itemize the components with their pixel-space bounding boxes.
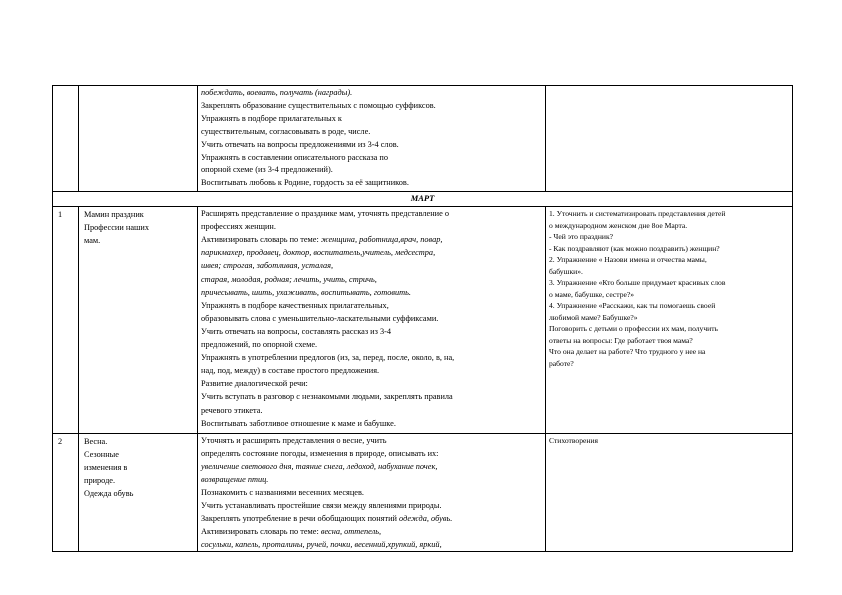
games-line: - Чей это праздник? <box>549 232 614 241</box>
topic-line: Сезонные <box>84 450 119 459</box>
tasks-segment: швея; строгая, заботливая, усталая, <box>201 261 334 271</box>
tasks-segment: Учить устанавливать простейшие связи между явлениями природы. <box>201 501 442 510</box>
tasks-line: Закреплять образование существительных с помощью суффиксов. <box>201 100 436 110</box>
tasks-segment: Упражнять в употреблении предлогов (из, за, перед, после, около, в, на, <box>201 353 455 363</box>
tasks-line <box>201 513 452 525</box>
tasks-segment: Активизировать словарь по теме: <box>201 235 321 245</box>
tasks-line: Воспитывать любовь к Родине, гордость за её защитников. <box>201 178 409 188</box>
topic-line: Мамин праздник <box>84 210 144 219</box>
tasks-line <box>201 526 381 538</box>
tasks-line <box>201 339 317 351</box>
tasks-segment: возвращение птиц. <box>201 475 269 484</box>
tasks-segment: Воспитывать заботливое отношение к маме и бабушке. <box>201 418 396 428</box>
tasks-line: Упражнять в составлении описательного рассказа по <box>201 152 388 162</box>
tasks-segment: над, под, между) в составе простого предложения. <box>201 366 380 376</box>
tasks-segment: старая, молодая, родная; лечить, учить, стричь, <box>201 274 377 284</box>
games-line: бабушки». <box>549 266 583 276</box>
topic-line: Одежда обувь <box>84 489 134 498</box>
tasks-line <box>201 448 438 460</box>
tasks-line <box>201 474 268 486</box>
tasks-segment: парикмахер, продавец, доктор, воспитатель,учитель, медсестра, <box>201 248 436 258</box>
row-number: 1 <box>58 210 63 219</box>
tasks-segment: Закреплять употребление в речи обобщающих понятий <box>201 514 400 523</box>
month-header-row <box>52 191 793 206</box>
table-row-continuation <box>52 85 793 191</box>
tasks-segment: Упражнять в подборе качественных прилагательных, <box>201 300 389 310</box>
tasks-line <box>201 313 438 325</box>
topic-line: Профессии наших <box>84 223 149 232</box>
tasks-line <box>201 418 396 430</box>
tasks-segment: образовывать слова с уменьшительно-ласкательными суффиксами. <box>201 313 439 323</box>
topic-line: изменения в <box>84 463 128 472</box>
games-line: работе? <box>549 358 574 368</box>
tasks-line: опорной схеме (из 3-4 предложений). <box>201 165 333 175</box>
tasks-segment: предложений, по опорной схеме. <box>201 340 318 349</box>
tasks-line <box>201 365 379 377</box>
tasks-segment: Учить вступать в разговор с незнакомыми людьми, закреплять правила <box>201 392 453 402</box>
tasks-line <box>201 539 442 551</box>
tasks-line <box>201 300 389 312</box>
games-line: Стихотворения <box>549 436 598 445</box>
games-line: о международном женском дне 8ое Марта. <box>549 220 688 230</box>
document-table <box>52 85 793 552</box>
topic-line: мам. <box>84 236 101 245</box>
games-line: о маме, бабушке, сестре?» <box>549 289 635 299</box>
tasks-line: Упражнять в подборе прилагательных к <box>201 113 342 123</box>
tasks-line: существительным, согласовывать в роде, числе. <box>201 126 371 136</box>
games-line: Что она делает на работе? Что трудного у нее на <box>549 347 706 356</box>
games-line: Поговорить с детьми о профессии их мам, получить <box>549 324 719 333</box>
row-number: 2 <box>58 437 63 446</box>
tasks-segment: профессиях женщин. <box>201 222 276 232</box>
tasks-line <box>201 208 449 220</box>
games-line: 3. Упражнение «Кто больше придумает красивых слов <box>549 278 726 287</box>
month-title: МАРТ <box>410 193 435 203</box>
table-row <box>52 433 793 552</box>
tasks-segment: Уточнять и расширять представления о весне, учить <box>201 436 387 445</box>
games-line: любимой маме? Бабушке?» <box>549 312 638 322</box>
games-line: 2. Упражнение « Назови имена и отчества мамы, <box>549 255 707 264</box>
tasks-segment: Познакомить с названиями весенних месяцев. <box>201 488 364 497</box>
tasks-segment: Активизировать словарь по теме: <box>201 527 321 536</box>
games-line: 4. Упражнение «Расскажи, как ты помогаешь своей <box>549 301 716 310</box>
tasks-segment: Учить отвечать на вопросы, составлять рассказ из 3-4 <box>201 326 392 336</box>
tasks-line <box>201 260 333 272</box>
tasks-line <box>201 435 387 447</box>
tasks-segment: женщина, работница,врач, повар, <box>320 235 443 245</box>
tasks-line: побеждать, воевать, получать (награды). <box>201 88 353 97</box>
tasks-line <box>201 221 276 233</box>
tasks-segment: увеличение светового дня, таяние снега, ледоход, набухание почек, <box>201 462 438 471</box>
games-line: 1. Уточнить и систематизировать представления детей <box>549 209 726 218</box>
tasks-line <box>201 274 377 286</box>
table-row <box>52 206 793 433</box>
tasks-line <box>201 326 391 338</box>
tasks-line <box>201 391 453 403</box>
tasks-segment: определять состояние погоды, изменения в природе, описывать их: <box>201 449 439 458</box>
tasks-line <box>201 234 442 246</box>
tasks-line <box>201 378 308 390</box>
games-line: ответы на вопросы: Где работает твоя мама? <box>549 335 693 345</box>
tasks-line <box>201 287 411 299</box>
tasks-line <box>201 461 437 473</box>
tasks-line <box>201 500 442 512</box>
topic-line: Весна. <box>84 437 108 446</box>
tasks-segment: сосульки, капель, проталины, ручей, почки, весенний,хрупкий, яркий, <box>201 540 442 549</box>
games-line: - Как поздравляют (как можно поздравить) женщин? <box>549 243 720 253</box>
tasks-line <box>201 487 364 499</box>
tasks-segment: одежда, обувь. <box>399 514 453 523</box>
tasks-segment: речевого этикета. <box>201 405 263 415</box>
topic-line: природе. <box>84 476 116 485</box>
tasks-line <box>201 352 454 364</box>
tasks-segment: весна, оттепель, <box>320 527 382 536</box>
tasks-line <box>201 405 263 417</box>
tasks-segment: Расширять представление о празднике мам, уточнять представление о <box>201 209 449 218</box>
tasks-line: Учить отвечать на вопросы предложениями из 3-4 слов. <box>201 139 399 149</box>
tasks-line <box>201 247 435 259</box>
tasks-segment: причесывать, шить, ухаживать, воспитывать, готовить. <box>201 287 411 297</box>
tasks-segment: Развитие диалогической речи: <box>201 379 308 389</box>
